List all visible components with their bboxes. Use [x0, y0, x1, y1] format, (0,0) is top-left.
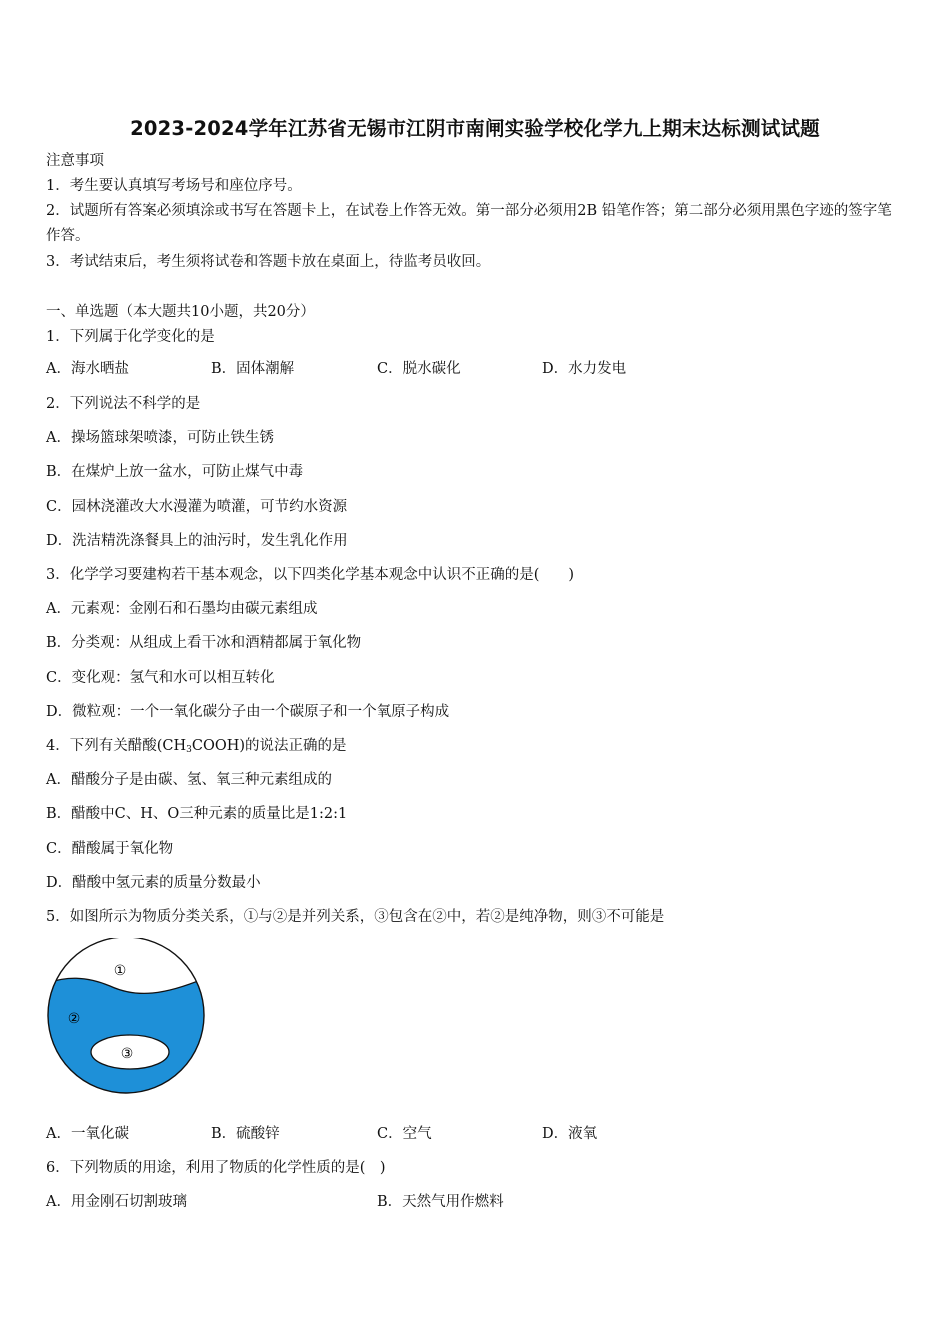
- q1-option-a: A．海水晒盐: [46, 361, 129, 377]
- classification-diagram: [44, 938, 210, 1094]
- q5-option-a: A．一氧化碳: [46, 1126, 129, 1142]
- q6-option-a: A．用金刚石切割玻璃: [46, 1194, 187, 1210]
- label-1: ①: [113, 963, 127, 979]
- q2-option-d: D．洗洁精洗涤餐具上的油污时，发生乳化作用: [46, 533, 348, 549]
- q4-option-b: B．醋酸中C、H、O三种元素的质量比是1:2:1: [46, 806, 348, 822]
- q6-option-b: B．天然气用作燃料: [377, 1194, 504, 1210]
- q3-option-c: C．变化观：氢气和水可以相互转化: [46, 670, 275, 686]
- question-2-stem: 2．下列说法不科学的是: [46, 396, 201, 412]
- q2-option-c: C．园林浇灌改大水漫灌为喷灌，可节约水资源: [46, 499, 348, 515]
- notice-item-2: 2．试题所有答案必须填涂或书写在答题卡上，在试卷上作答无效。第一部分必须用2B 铅笔作答；第二部分必须用黑色字迹的签字笔作答。: [46, 203, 892, 244]
- q1-option-b: B．固体潮解: [211, 361, 295, 377]
- q1-option-d: D．水力发电: [542, 361, 627, 377]
- question-6-stem: 6．下列物质的用途，利用了物质的化学性质的是( ): [46, 1160, 386, 1176]
- q2-option-b: B．在煤炉上放一盆水，可防止煤气中毒: [46, 464, 304, 480]
- question-1-stem: 1．下列属于化学变化的是: [46, 329, 215, 345]
- q3-option-d: D．微粒观：一个一氧化碳分子由一个碳原子和一个氧原子构成: [46, 704, 450, 720]
- q3-option-a: A．元素观：金刚石和石墨均由碳元素组成: [46, 601, 318, 617]
- q5-option-d: D．液氧: [542, 1126, 598, 1142]
- q4-stem-sub: 3: [186, 745, 192, 755]
- q4-stem-post: COOH)的说法正确的是: [191, 738, 347, 754]
- q5-option-c: C．空气: [377, 1126, 432, 1142]
- question-4-stem: [46, 736, 347, 760]
- q4-stem-pre: 4．下列有关醋酸(CH: [46, 738, 187, 754]
- q4-option-a: A．醋酸分子是由碳、氢、氧三种元素组成的: [46, 772, 332, 788]
- label-2: ②: [67, 1011, 81, 1027]
- notice-item-3: 3．考试结束后，考生须将试卷和答题卡放在桌面上，待监考员收回。: [46, 254, 491, 270]
- q1-option-c: C．脱水碳化: [377, 361, 461, 377]
- question-5-stem: 5．如图所示为物质分类关系，①与②是并列关系，③包含在②中，若②是纯净物，则③不可能是: [46, 909, 665, 925]
- q5-option-b: B．硫酸锌: [211, 1126, 280, 1142]
- q2-option-a: A．操场篮球架喷漆，可防止铁生锈: [46, 430, 274, 446]
- label-3: ③: [120, 1046, 134, 1062]
- q4-option-c: C．醋酸属于氧化物: [46, 841, 174, 857]
- notice-heading: 注意事项: [46, 153, 104, 169]
- section-heading: 一、单选题（本大题共10小题，共20分）: [46, 304, 315, 320]
- page-title: 2023-2024学年江苏省无锡市江阴市南闸实验学校化学九上期末达标测试试题: [130, 117, 820, 140]
- notice-item-1: 1．考生要认真填写考场号和座位序号。: [46, 178, 302, 194]
- q3-option-b: B．分类观：从组成上看干冰和酒精都属于氧化物: [46, 635, 362, 651]
- q4-option-d: D．醋酸中氢元素的质量分数最小: [46, 875, 261, 891]
- question-3-stem: 3．化学学习要建构若干基本观念，以下四类化学基本观念中认识不正确的是( ): [46, 567, 575, 583]
